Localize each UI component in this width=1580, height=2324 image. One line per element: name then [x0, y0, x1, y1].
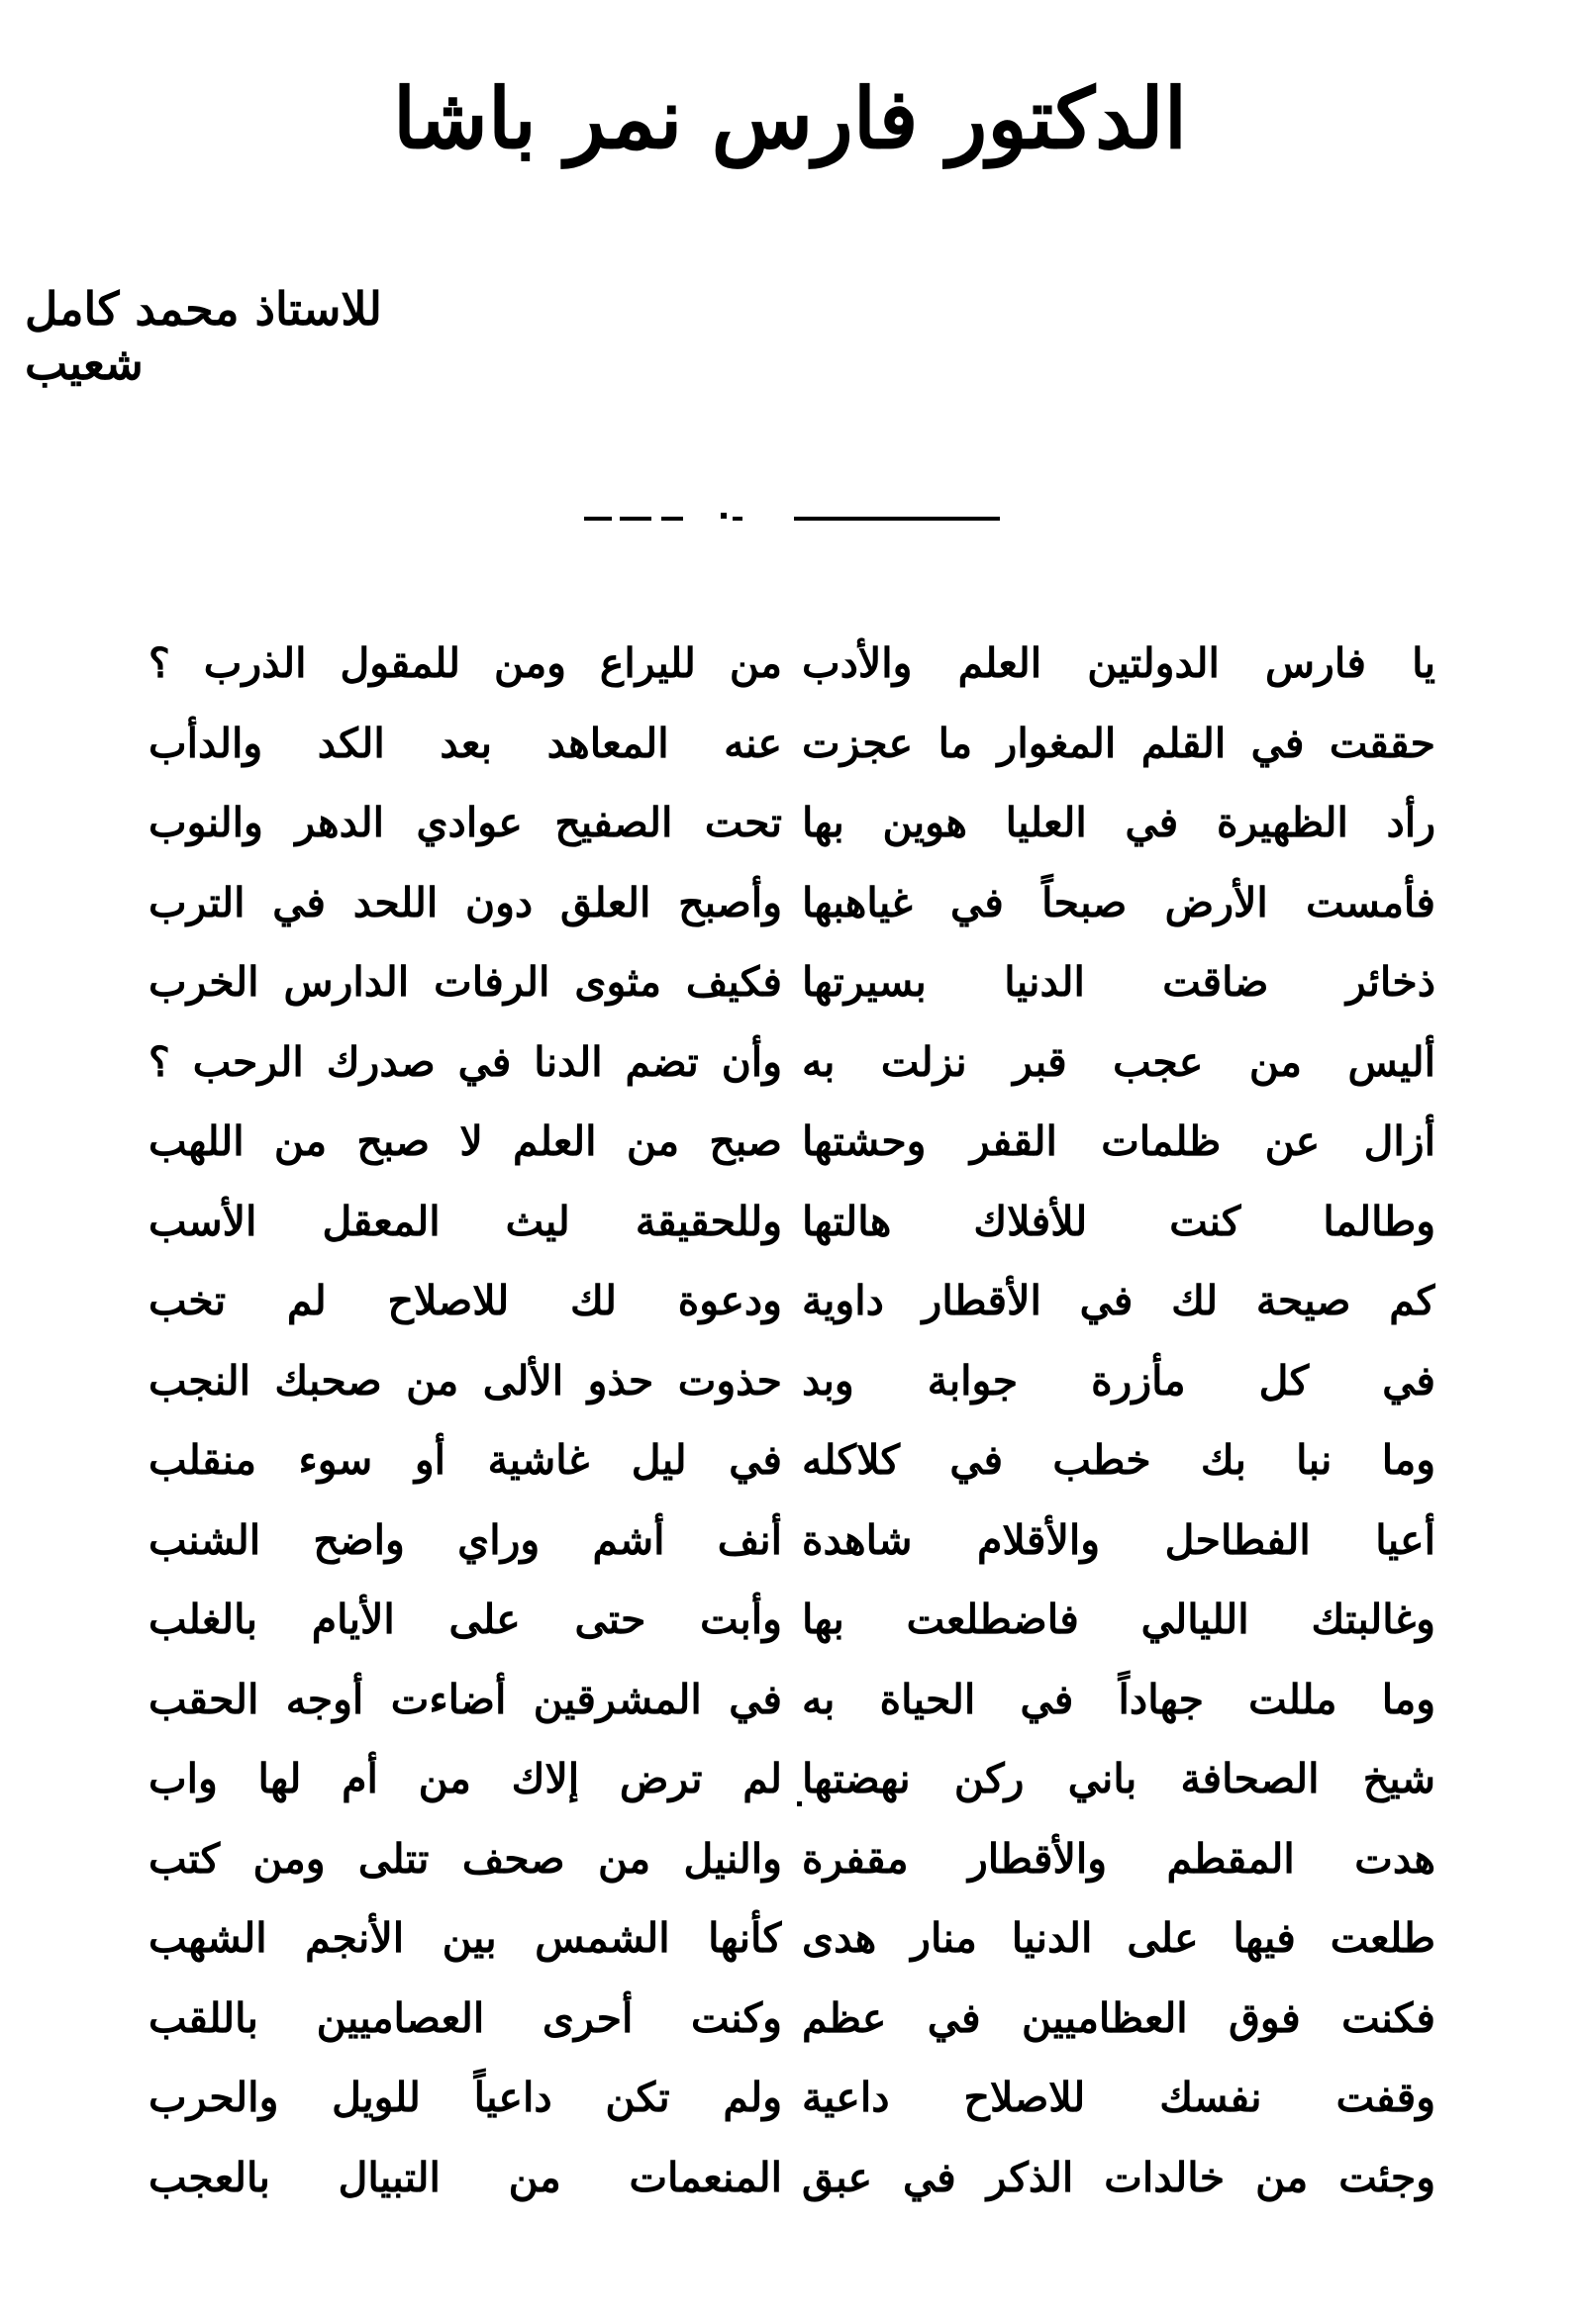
ink-speck [797, 1801, 802, 1806]
poem-line: يا فارس الدولتين العلم والأدب [802, 639, 1435, 687]
poem-line: وأصبح العلق دون اللحد في الترب [148, 878, 782, 926]
poem-line: لم ترض إلاك من أم لها واب [148, 1755, 782, 1802]
divider-segment [733, 517, 742, 521]
poem-line: كم صيحة لك في الأقطار داوية [802, 1277, 1435, 1324]
poem-line: فأمست الأرض صبحاً في غياهبها [802, 878, 1435, 926]
poem-line: كأنها الشمس بين الأنجم الشهب [148, 1914, 782, 1962]
poem-line: وطالما كنت للأفلاك هالتها [802, 1197, 1435, 1245]
divider-segment [794, 517, 1000, 521]
poem-line: رأد الظهيرة في العليا هوين بها [802, 799, 1435, 846]
poem-line: حققت في القلم المغوار ما عجزت [802, 719, 1435, 767]
poem-line: وأن تضم الدنا في صدرك الرحب ؟ [148, 1037, 782, 1086]
poem-line: وغالبتك الليالي فاضطلعت بها [802, 1596, 1435, 1643]
poem-line: أنف أشم وراي واضح الشنب [148, 1515, 782, 1564]
divider-dot [721, 513, 727, 519]
poem-line: شيخ الصحافة باني ركن نهضتها [802, 1755, 1435, 1802]
poem-line: هدت المقطم والأقطار مقفرة [802, 1834, 1435, 1883]
poem-line: ولم تكن داعياً للويل والحرب [148, 2074, 782, 2121]
poem-column-first-hemistichs [802, 624, 1435, 2217]
poem-column-second-hemistichs [148, 624, 782, 2217]
poem-line: فكيف مثوى الرفات الدارس الخرب [148, 958, 782, 1006]
poem-line: تحت الصفيح عوادي الدهر والنوب [148, 799, 782, 846]
poem-line: في ليل غاشية أو سوء منقلب [148, 1436, 782, 1484]
poem-line: المنعمات من التبيال بالعجب [148, 2153, 782, 2201]
poem-line: فكنت فوق العظاميين في عظم [802, 1993, 1435, 2042]
poem-line: ودعوة لك للاصلاح لم تخب [148, 1277, 782, 1324]
poem-line: عنه المعاهد بعد الكد والدأب [148, 719, 782, 767]
poem-line: وما نبا بك خطب في كلاكله [802, 1436, 1435, 1484]
poem-line: وكنت أحرى العصاميين باللقب [148, 1993, 782, 2042]
divider-segment [620, 517, 651, 521]
author-byline: للاستاذ محمد كامل شعيب [25, 282, 382, 391]
poem-line: أليس من عجب قبر نزلت به [802, 1037, 1435, 1086]
ornamental-divider [584, 517, 1000, 523]
poem-body [148, 624, 1435, 2247]
poem-line: وما مللت جهاداً في الحياة به [802, 1675, 1435, 1723]
poem-line: وللحقيقة ليث المعقل الأسب [148, 1197, 782, 1245]
divider-segment [584, 517, 612, 521]
poem-line: ذخائر ضاقت الدنيا بسيرتها [802, 958, 1435, 1006]
poem-line: من لليراع ومن للمقول الذرب ؟ [148, 639, 782, 687]
poem-line: في المشرقين أضاءت أوجه الحقب [148, 1675, 782, 1723]
poem-line: طلعت فيها على الدنيا منار هدى [802, 1914, 1435, 1962]
poem-line: أعيا الفطاحل والأقلام شاهدة [802, 1515, 1435, 1564]
poem-line: وقفت نفسك للاصلاح داعية [802, 2074, 1435, 2121]
divider-segment [661, 517, 683, 521]
poem-line: وجئت من خالدات الذكر في عبق [802, 2153, 1435, 2201]
article-title: الدكتور فارس نمر باشا [392, 69, 1188, 167]
poem-line: والنيل من صحف تتلى ومن كتب [148, 1834, 782, 1883]
poem-line: أزال عن ظلمات القفر وحشتها [802, 1117, 1435, 1165]
poem-line: حذوت حذو الألى من صحبك النجب [148, 1356, 782, 1404]
poem-line: وأبت حتى على الأيام بالغلب [148, 1596, 782, 1643]
poem-line: في كل مأزرة جوابة وبد [802, 1356, 1435, 1404]
poem-line: صبح من العلم لا صبح من اللهب [148, 1117, 782, 1165]
